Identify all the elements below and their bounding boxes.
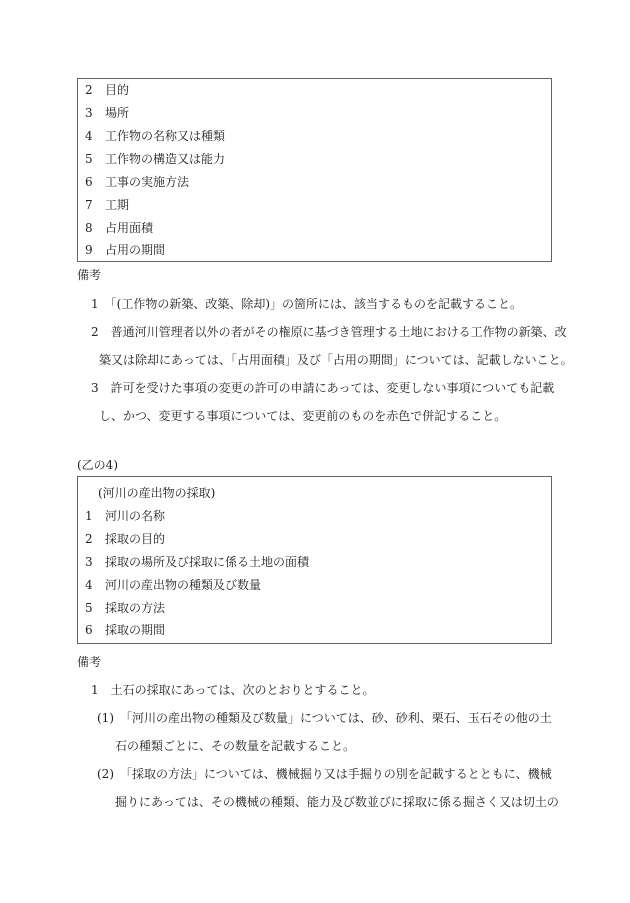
row-text: 採取の場所及び採取に係る土地の面積 — [105, 555, 310, 569]
row-number: 5 — [85, 601, 93, 615]
row-number: 8 — [85, 221, 93, 235]
note-line: (1) 「河川の産出物の種類及び数量」については、砂、砂利、栗石、玉石その他の土 — [97, 711, 552, 725]
row-number: 2 — [85, 532, 93, 546]
note-line: し、かつ、変更する事項については、変更前のものを赤色で併記すること。 — [99, 409, 507, 423]
items-table-1 — [77, 78, 552, 262]
table-row — [85, 619, 545, 642]
table-row — [85, 597, 545, 620]
table-row — [85, 148, 545, 171]
table-row — [85, 239, 545, 262]
row-number: 1 — [85, 509, 93, 523]
table-row — [85, 171, 545, 194]
row-text: 工作物の名称又は種類 — [105, 129, 226, 143]
note-line: 築又は除却にあっては、「占用面積」及び「占用の期間」については、記載しないこと。 — [99, 353, 573, 367]
table-row — [85, 217, 545, 240]
note-line: 2 普通河川管理者以外の者がその権原に基づき管理する土地における工作物の新築、改 — [91, 325, 567, 339]
row-text: 河川の名称 — [105, 509, 166, 523]
table-row — [85, 194, 545, 217]
notes-heading: 備考 — [77, 655, 102, 669]
row-text: 工作物の構造又は能力 — [105, 152, 226, 166]
row-text: 占用面積 — [105, 221, 154, 235]
note-line: 石の種類ごとに、その数量を記載すること。 — [115, 739, 356, 753]
box-title: (河川の産出物の採取) — [98, 486, 216, 500]
table-row — [85, 125, 545, 148]
row-number: 4 — [85, 129, 93, 143]
row-number: 5 — [85, 152, 93, 166]
note-line: 1 「(工作物の新築、改築、除却)」の箇所には、該当するものを記載すること。 — [91, 297, 523, 311]
row-number: 2 — [85, 83, 93, 97]
row-text: 採取の方法 — [105, 601, 166, 615]
row-text: 工事の実施方法 — [105, 175, 190, 189]
row-number: 9 — [85, 243, 93, 257]
row-number: 3 — [85, 106, 93, 120]
table-row — [85, 79, 545, 102]
row-text: 採取の期間 — [105, 623, 166, 637]
row-text: 河川の産出物の種類及び数量 — [105, 578, 262, 592]
notes-heading: 備考 — [77, 268, 102, 282]
row-text: 場所 — [105, 106, 130, 120]
row-text: 採取の目的 — [105, 532, 166, 546]
table-row — [85, 551, 545, 574]
row-number: 3 — [85, 555, 93, 569]
row-text: 工期 — [105, 198, 130, 212]
table-row — [85, 102, 545, 125]
table-row — [85, 505, 545, 528]
row-number: 6 — [85, 175, 93, 189]
note-line: (2) 「採取の方法」については、機械掘り又は手掘りの別を記載するとともに、機械 — [97, 767, 552, 781]
row-text: 占用の期間 — [105, 243, 166, 257]
row-number: 7 — [85, 198, 93, 212]
row-text: 目的 — [105, 83, 130, 97]
table-row — [85, 574, 545, 597]
note-line: 1 土石の採取にあっては、次のとおりとすること。 — [91, 683, 375, 697]
note-line: 掘りにあっては、その機械の種類、能力及び数並びに採取に係る掘さく又は切土の — [115, 795, 559, 809]
row-number: 6 — [85, 623, 93, 637]
table-row — [85, 528, 545, 551]
note-line: 3 許可を受けた事項の変更の許可の申請にあっては、変更しない事項についても記載 — [91, 381, 555, 395]
section-label: (乙の4) — [77, 458, 118, 472]
row-number: 4 — [85, 578, 93, 592]
items-table-2 — [77, 476, 552, 644]
